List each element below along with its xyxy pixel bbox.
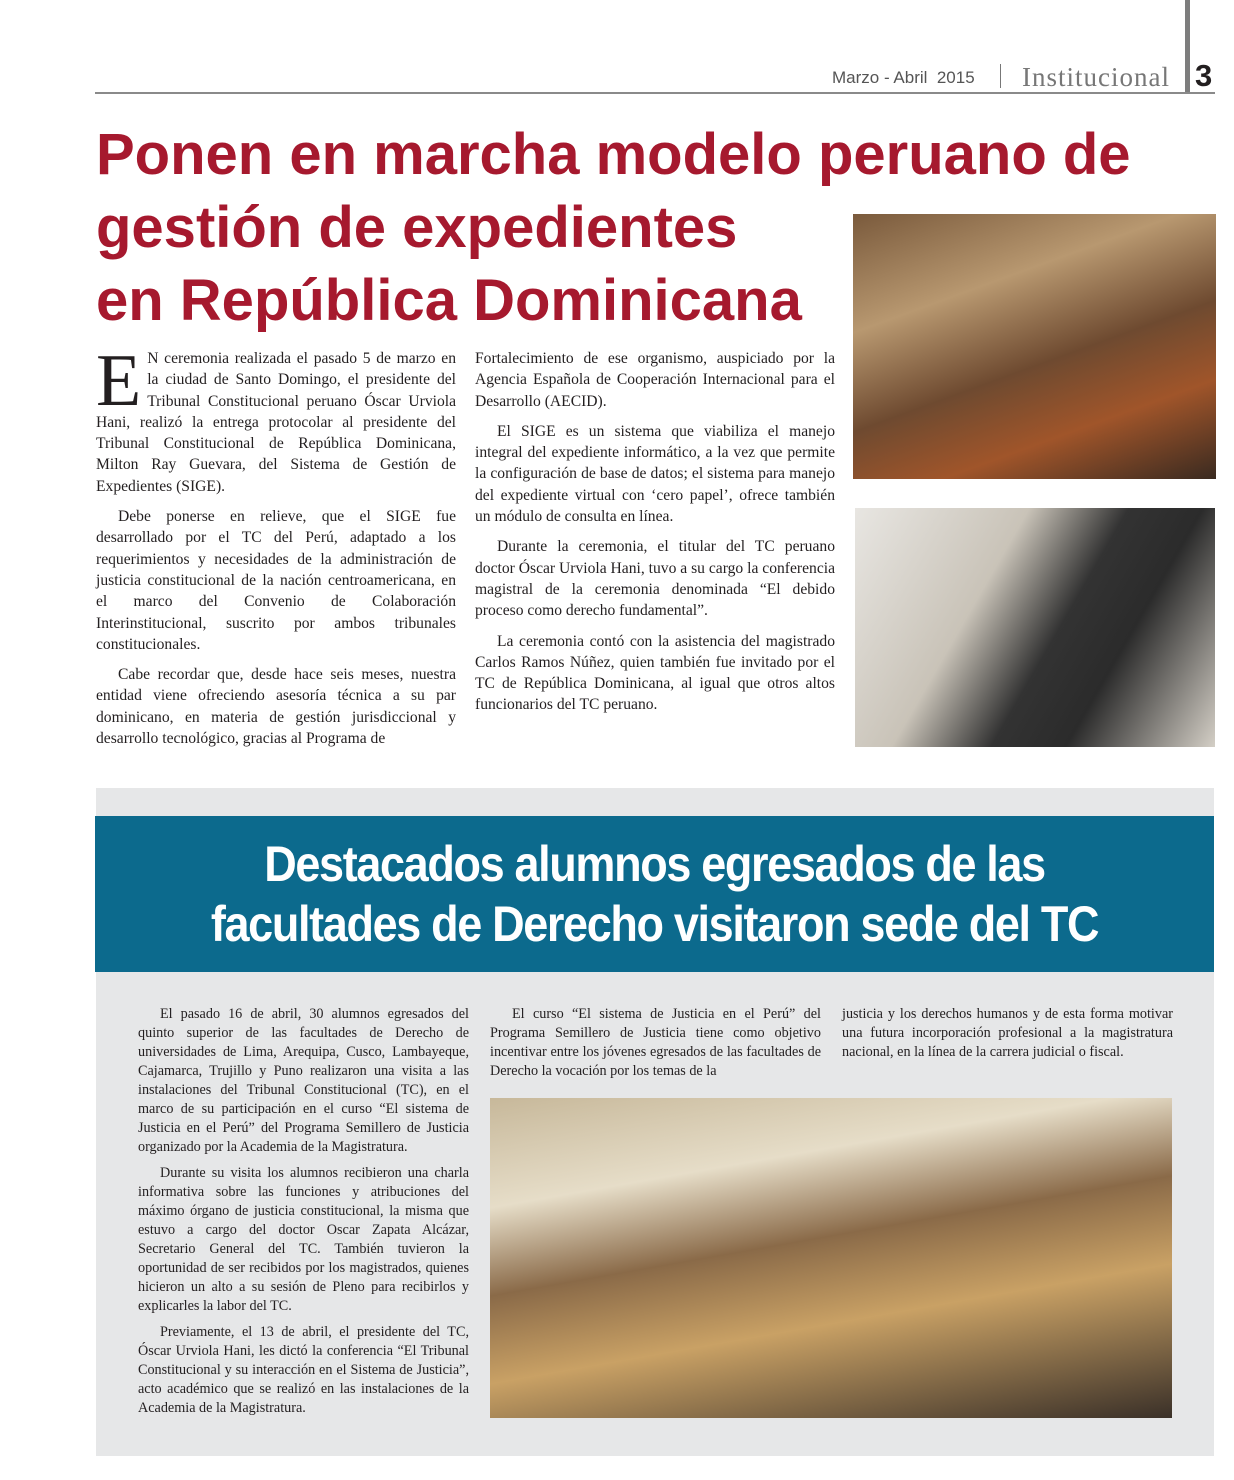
photo-students-meeting	[490, 1098, 1172, 1418]
title-line: Destacados alumnos egresados de las	[264, 836, 1045, 892]
paragraph: El SIGE es un sistema que viabiliza el manejo integral del expediente informático, a la vez que permite la configuración de base de datos; el sistema para manejo del expediente virtual con ‘cero papel’, ofrece también un módulo de consulta en línea.	[475, 422, 835, 526]
article2-title	[151, 834, 1158, 954]
title-line: gestión de expedientes	[96, 195, 738, 260]
article2-column-3	[842, 1005, 1173, 1069]
article1-column-1	[96, 340, 456, 758]
page-number: 3	[1195, 58, 1213, 93]
article2-column-1	[138, 1005, 469, 1425]
paragraph	[96, 340, 456, 497]
paragraph: La ceremonia contó con la asistencia del magistrado Carlos Ramos Núñez, quien también fue invitado por el TC de República Dominicana, al igual que otros altos funcionarios del TC peruano.	[475, 632, 835, 714]
paragraph: Fortalecimiento de ese organismo, auspiciado por la Agencia Española de Cooperación Internacional para el Desarrollo (AECID).	[475, 350, 835, 410]
title-line: Ponen en marcha modelo peruano de	[96, 122, 1131, 187]
paragraph: Previamente, el 13 de abril, el presidente del TC, Óscar Urviola Hani, les dictó la conferencia “El Tribunal Constitucional y su interacción en el Sistema de Justicia”, acto académico que se realizó en las instalaciones de la Academia de la Magistratura.	[138, 1324, 469, 1416]
paragraph: El pasado 16 de abril, 30 alumnos egresados del quinto superior de las facultades de Derecho de universidades de Lima, Arequipa, Cusco, Lambayeque, Cajamarca, Trujillo y Puno realizaron una visita a las instalaciones del Tribunal Constitucional (TC), en el marco de su participación en el curso “El sistema de Justicia en el Perú” del Programa Semillero de Justicia organizado por la Academia de la Magistratura.	[138, 1006, 469, 1155]
paragraph: Debe ponerse en relieve, que el SIGE fue desarrollado por el TC del Perú, adaptado a los requerimientos y necesidades de la administración de justicia constitucional de la nación centroamericana, en el marco del Convenio de Colaboración Interinstitucional, suscrito por ambos tribunales constitucionales.	[96, 508, 456, 653]
photo-computer-demo	[855, 508, 1215, 747]
paragraph-text: N ceremonia realizada el pasado 5 de marzo en la ciudad de Santo Domingo, el presidente del Tribunal Constitucional peruano Óscar Urviola Hani, realizó la entrega protocolar al presidente del Tribunal Constitucional de República Dominicana, Milton Ray Guevara, del Sistema de Gestión de Expedientes (SIGE).	[96, 350, 456, 495]
article1-column-2	[475, 348, 835, 725]
photo-ceremony-podium	[853, 214, 1216, 479]
issue-date: Marzo - Abril 2015	[832, 68, 975, 87]
article2-column-2	[490, 1005, 821, 1088]
paragraph: El curso “El sistema de Justicia en el Perú” del Programa Semillero de Justicia tiene como objetivo incentivar entre los jóvenes egresados de las facultades de Derecho la vocación por los temas de la	[490, 1006, 821, 1079]
paragraph: Durante la ceremonia, el titular del TC peruano doctor Óscar Urviola Hani, tuvo a su cargo la conferencia magistral de la ceremonia denominada “El debido proceso como derecho fundamental”.	[475, 538, 835, 620]
paragraph: justicia y los derechos humanos y de esta forma motivar una futura incorporación profesional a la magistratura nacional, en la línea de la carrera judicial o fiscal.	[842, 1006, 1173, 1060]
section-name: Institucional	[1022, 62, 1170, 92]
header-separator	[1000, 64, 1001, 88]
article2-banner	[95, 816, 1214, 972]
paragraph: Cabe recordar que, desde hace seis meses, nuestra entidad viene ofreciendo asesoría técnica a su par dominicano, en materia de gestión jurisdiccional y desarrollo tecnológico, gracias al Programa de	[96, 666, 456, 748]
header-vertical-bar	[1185, 0, 1190, 93]
drop-cap: E	[96, 340, 142, 422]
title-line: facultades de Derecho visitaron sede del TC	[210, 896, 1099, 952]
title-line: en República Dominicana	[96, 268, 802, 333]
paragraph: Durante su visita los alumnos recibieron una charla informativa sobre las funciones y atribuciones del máximo órgano de justicia constitucional, la misma que estuvo a cargo del doctor Oscar Zapata Alcázar, Secretario General del TC. También tuvieron la oportunidad de ser recibidos por los magistrados, quienes hicieron un alto a su sesión de Pleno para recibirlos y explicarles la labor del TC.	[138, 1165, 469, 1314]
